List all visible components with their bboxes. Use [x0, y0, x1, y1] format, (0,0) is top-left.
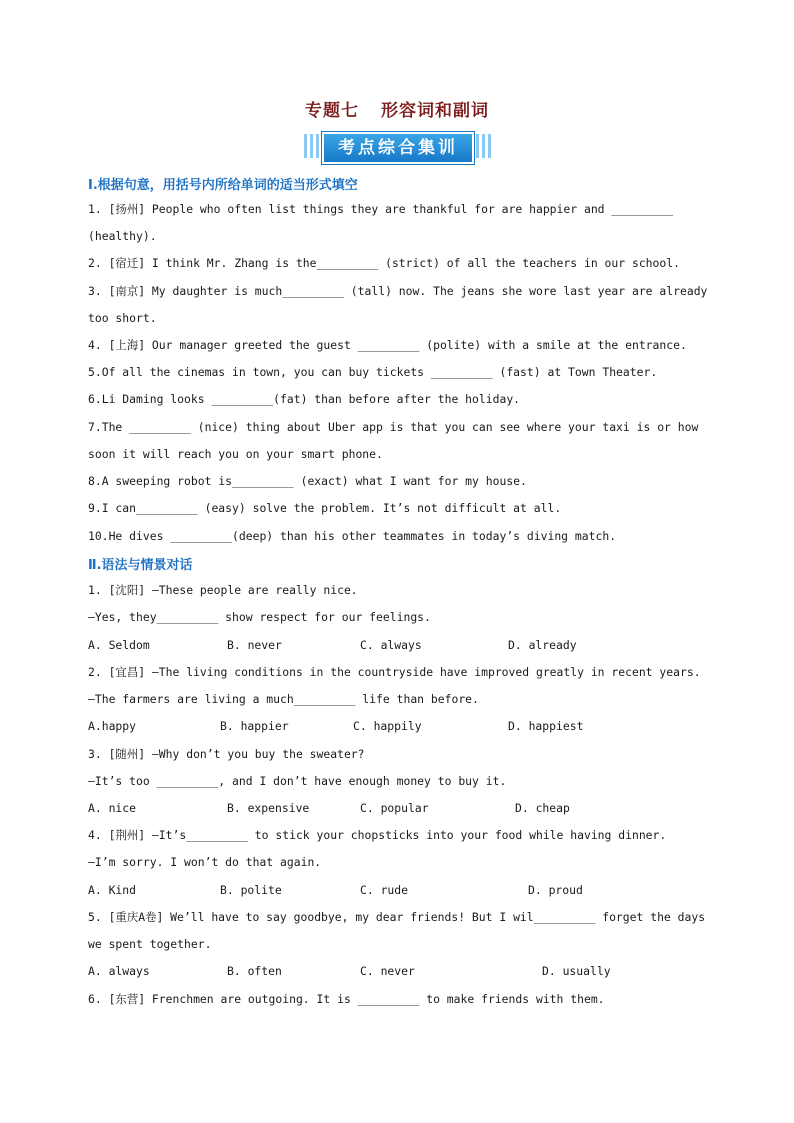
option-d: D. proud: [528, 883, 583, 897]
banner-stripe: [482, 134, 485, 158]
question-line: —Yes, they_________ show respect for our feelings.: [88, 610, 431, 624]
banner-stripe: [316, 134, 319, 158]
question-line: 5. [重庆A卷] We’ll have to say goodbye, my dear friends! But I wil_________ forget the days: [88, 910, 706, 924]
question-line: 3. [随州] —Why don’t you buy the sweater?: [88, 747, 365, 761]
exercise-line: soon it will reach you on your smart phone.: [88, 447, 383, 461]
question-line: 6. [东营] Frenchmen are outgoing. It is _________ to make friends with them.: [88, 992, 605, 1006]
option-b: B. expensive: [227, 801, 310, 815]
option-d: D. cheap: [515, 801, 570, 815]
exercise-line: 4. [上海] Our manager greeted the guest _________ (polite) with a smile at the entrance.: [88, 338, 687, 352]
option-a: A. nice: [88, 801, 137, 815]
option-a: A. Seldom: [88, 638, 150, 652]
exercise-line: 5.Of all the cinemas in town, you can buy tickets _________ (fast) at Town Theater.: [88, 365, 658, 379]
exercise-line: 1. [扬州] People who often list things they are thankful for are happier and _________: [88, 202, 674, 216]
question-line: 2. [宜昌] —The living conditions in the countryside have improved greatly in recent years.: [88, 665, 701, 679]
exercise-line: 8.A sweeping robot is_________ (exact) what I want for my house.: [88, 474, 527, 488]
question-line: 1. [沈阳] —These people are really nice.: [88, 583, 358, 597]
question-line: —It’s too _________, and I don’t have enough money to buy it.: [88, 774, 507, 788]
exercise-line: 9.I can_________ (easy) solve the problem. It’s not difficult at all.: [88, 501, 562, 515]
option-c: C. always: [360, 638, 422, 652]
option-b: B. polite: [220, 883, 282, 897]
option-d: D. happiest: [508, 719, 584, 733]
option-b: B. often: [227, 964, 282, 978]
page-title: [0, 96, 794, 121]
exercise-line: too short.: [88, 311, 157, 325]
option-a: A. Kind: [88, 883, 137, 897]
exercise-line: 2. [宿迁] I think Mr. Zhang is the_________ (strict) of all the teachers in our school.: [88, 256, 680, 270]
banner-label: 考点综合集训: [322, 132, 474, 164]
option-d: D. already: [508, 638, 577, 652]
banner-stripe: [476, 134, 479, 158]
option-c: C. happily: [353, 719, 422, 733]
exercise-line: (healthy).: [88, 229, 157, 243]
question-line: we spent together.: [88, 937, 212, 951]
option-a: A. always: [88, 964, 150, 978]
option-d: D. usually: [542, 964, 611, 978]
exercise-line: 10.He dives _________(deep) than his other teammates in today’s diving match.: [88, 529, 617, 543]
banner-stripe: [304, 134, 307, 158]
exercise-line: 3. [南京] My daughter is much_________ (tall) now. The jeans she wore last year are already: [88, 284, 708, 298]
banner-stripe: [488, 134, 491, 158]
option-c: C. never: [360, 964, 415, 978]
banner-stripe: [310, 134, 313, 158]
section-banner: [300, 130, 492, 162]
option-a: A.happy: [88, 719, 137, 733]
exercise-line: 6.Li Daming looks _________(fat) than before after the holiday.: [88, 392, 521, 406]
exercise-line: 7.The _________ (nice) thing about Uber app is that you can see where your taxi is or how: [88, 420, 699, 434]
section2-heading: Ⅱ.语法与情景对话: [88, 558, 193, 573]
option-c: C. popular: [360, 801, 429, 815]
question-line: —The farmers are living a much_________ life than before.: [88, 692, 479, 706]
option-c: C. rude: [360, 883, 409, 897]
title-subject: 形容词和副词: [381, 101, 489, 121]
option-b: B. happier: [220, 719, 289, 733]
question-line: 4. [荆州] —It’s_________ to stick your chopsticks into your food while having dinner.: [88, 828, 667, 842]
question-line: —I’m sorry. I won’t do that again.: [88, 855, 322, 869]
title-topic: 专题七: [305, 101, 359, 121]
section1-heading: Ⅰ.根据句意，用括号内所给单词的适当形式填空: [88, 178, 358, 193]
option-b: B. never: [227, 638, 282, 652]
